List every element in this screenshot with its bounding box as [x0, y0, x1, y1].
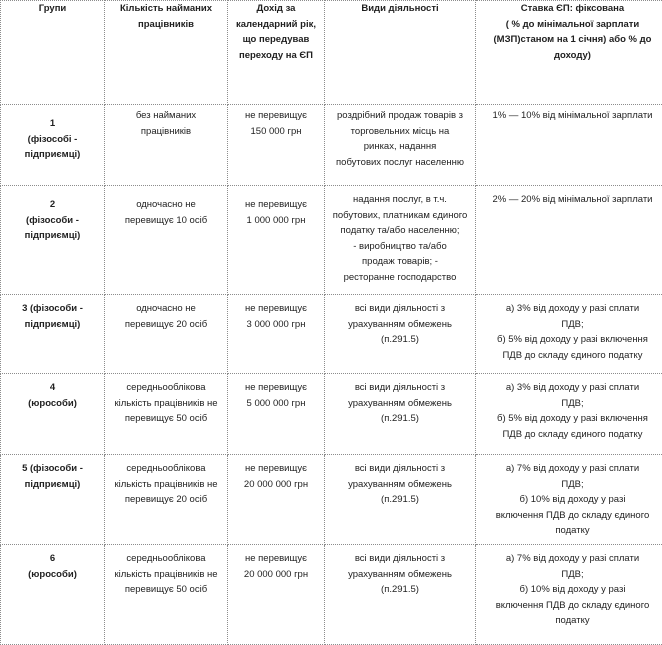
table-row [1, 545, 662, 645]
cell-rate: а) 7% від доходу у разі сплати ПДВ; б) 10% від доходу у разі включення ПДВ до складу єдиного податку [476, 545, 662, 645]
cell-activity: всі види діяльності з урахуванням обмежень (п.291.5) [325, 295, 476, 374]
cell-workers: одночасно не перевищує 20 осіб [105, 295, 228, 374]
cell-income: не перевищує 3 000 000 грн [228, 295, 325, 374]
cell-activity: всі види діяльності з урахуванням обмежень (п.291.5) [325, 374, 476, 455]
cell-income: не перевищує 5 000 000 грн [228, 374, 325, 455]
cell-activity: надання послуг, в т.ч. побутових, платникам єдиного податку та/або населенню; - виробництво та/або продаж товарів; - ресторанне господарство [325, 186, 476, 295]
cell-group: 5 (фізособи - підприємці) [1, 455, 105, 545]
table-row [1, 295, 662, 374]
cell-workers: одночасно не перевищує 10 осіб [105, 186, 228, 295]
header-rate: Ставка ЄП: фіксована ( % до мінімальної зарплати (МЗП)станом на 1 січня) або % до доходу) [476, 1, 662, 105]
table-header-row [1, 1, 662, 105]
cell-group: 4 (юрособи) [1, 374, 105, 455]
cell-group: 3 (фізособи - підприємці) [1, 295, 105, 374]
cell-activity: роздрібний продаж товарів з торговельних місць на ринках, надання побутових послуг населенню [325, 105, 476, 186]
header-group: Групи [1, 1, 105, 105]
cell-income: не перевищує 1 000 000 грн [228, 186, 325, 295]
header-income: Дохід за календарний рік, що передував переходу на ЄП [228, 1, 325, 105]
cell-income: не перевищує 150 000 грн [228, 105, 325, 186]
table-row [1, 455, 662, 545]
cell-workers: середньооблікова кількість працівників не перевищує 50 осіб [105, 545, 228, 645]
table-row [1, 186, 662, 295]
header-workers: Кількість найманих працівників [105, 1, 228, 105]
cell-workers: середньооблікова кількість працівників не перевищує 20 осіб [105, 455, 228, 545]
cell-group: 2 (фізособи - підприємці) [1, 186, 105, 295]
cell-workers: без найманих працівників [105, 105, 228, 186]
cell-group: 1 (фізособі - підприємці) [1, 105, 105, 186]
cell-group: 6 (юрособи) [1, 545, 105, 645]
table-row [1, 374, 662, 455]
cell-activity: всі види діяльності з урахуванням обмежень (п.291.5) [325, 545, 476, 645]
cell-workers: середньооблікова кількість працівників не перевищує 50 осіб [105, 374, 228, 455]
cell-activity: всі види діяльності з урахуванням обмежень (п.291.5) [325, 455, 476, 545]
cell-rate: а) 7% від доходу у разі сплати ПДВ; б) 10% від доходу у разі включення ПДВ до складу єдиного податку [476, 455, 662, 545]
cell-rate: 2% — 20% від мінімальної зарплати [476, 186, 662, 295]
cell-income: не перевищує 20 000 000 грн [228, 455, 325, 545]
table-row [1, 105, 662, 186]
cell-rate: а) 3% від доходу у разі сплати ПДВ; б) 5% від доходу у разі включення ПДВ до складу єдиного податку [476, 295, 662, 374]
header-activity: Види діяльності [325, 1, 476, 105]
cell-income: не перевищує 20 000 000 грн [228, 545, 325, 645]
cell-rate: а) 3% від доходу у разі сплати ПДВ; б) 5% від доходу у разі включення ПДВ до складу єдиного податку [476, 374, 662, 455]
cell-rate: 1% — 10% від мінімальної зарплати [476, 105, 662, 186]
